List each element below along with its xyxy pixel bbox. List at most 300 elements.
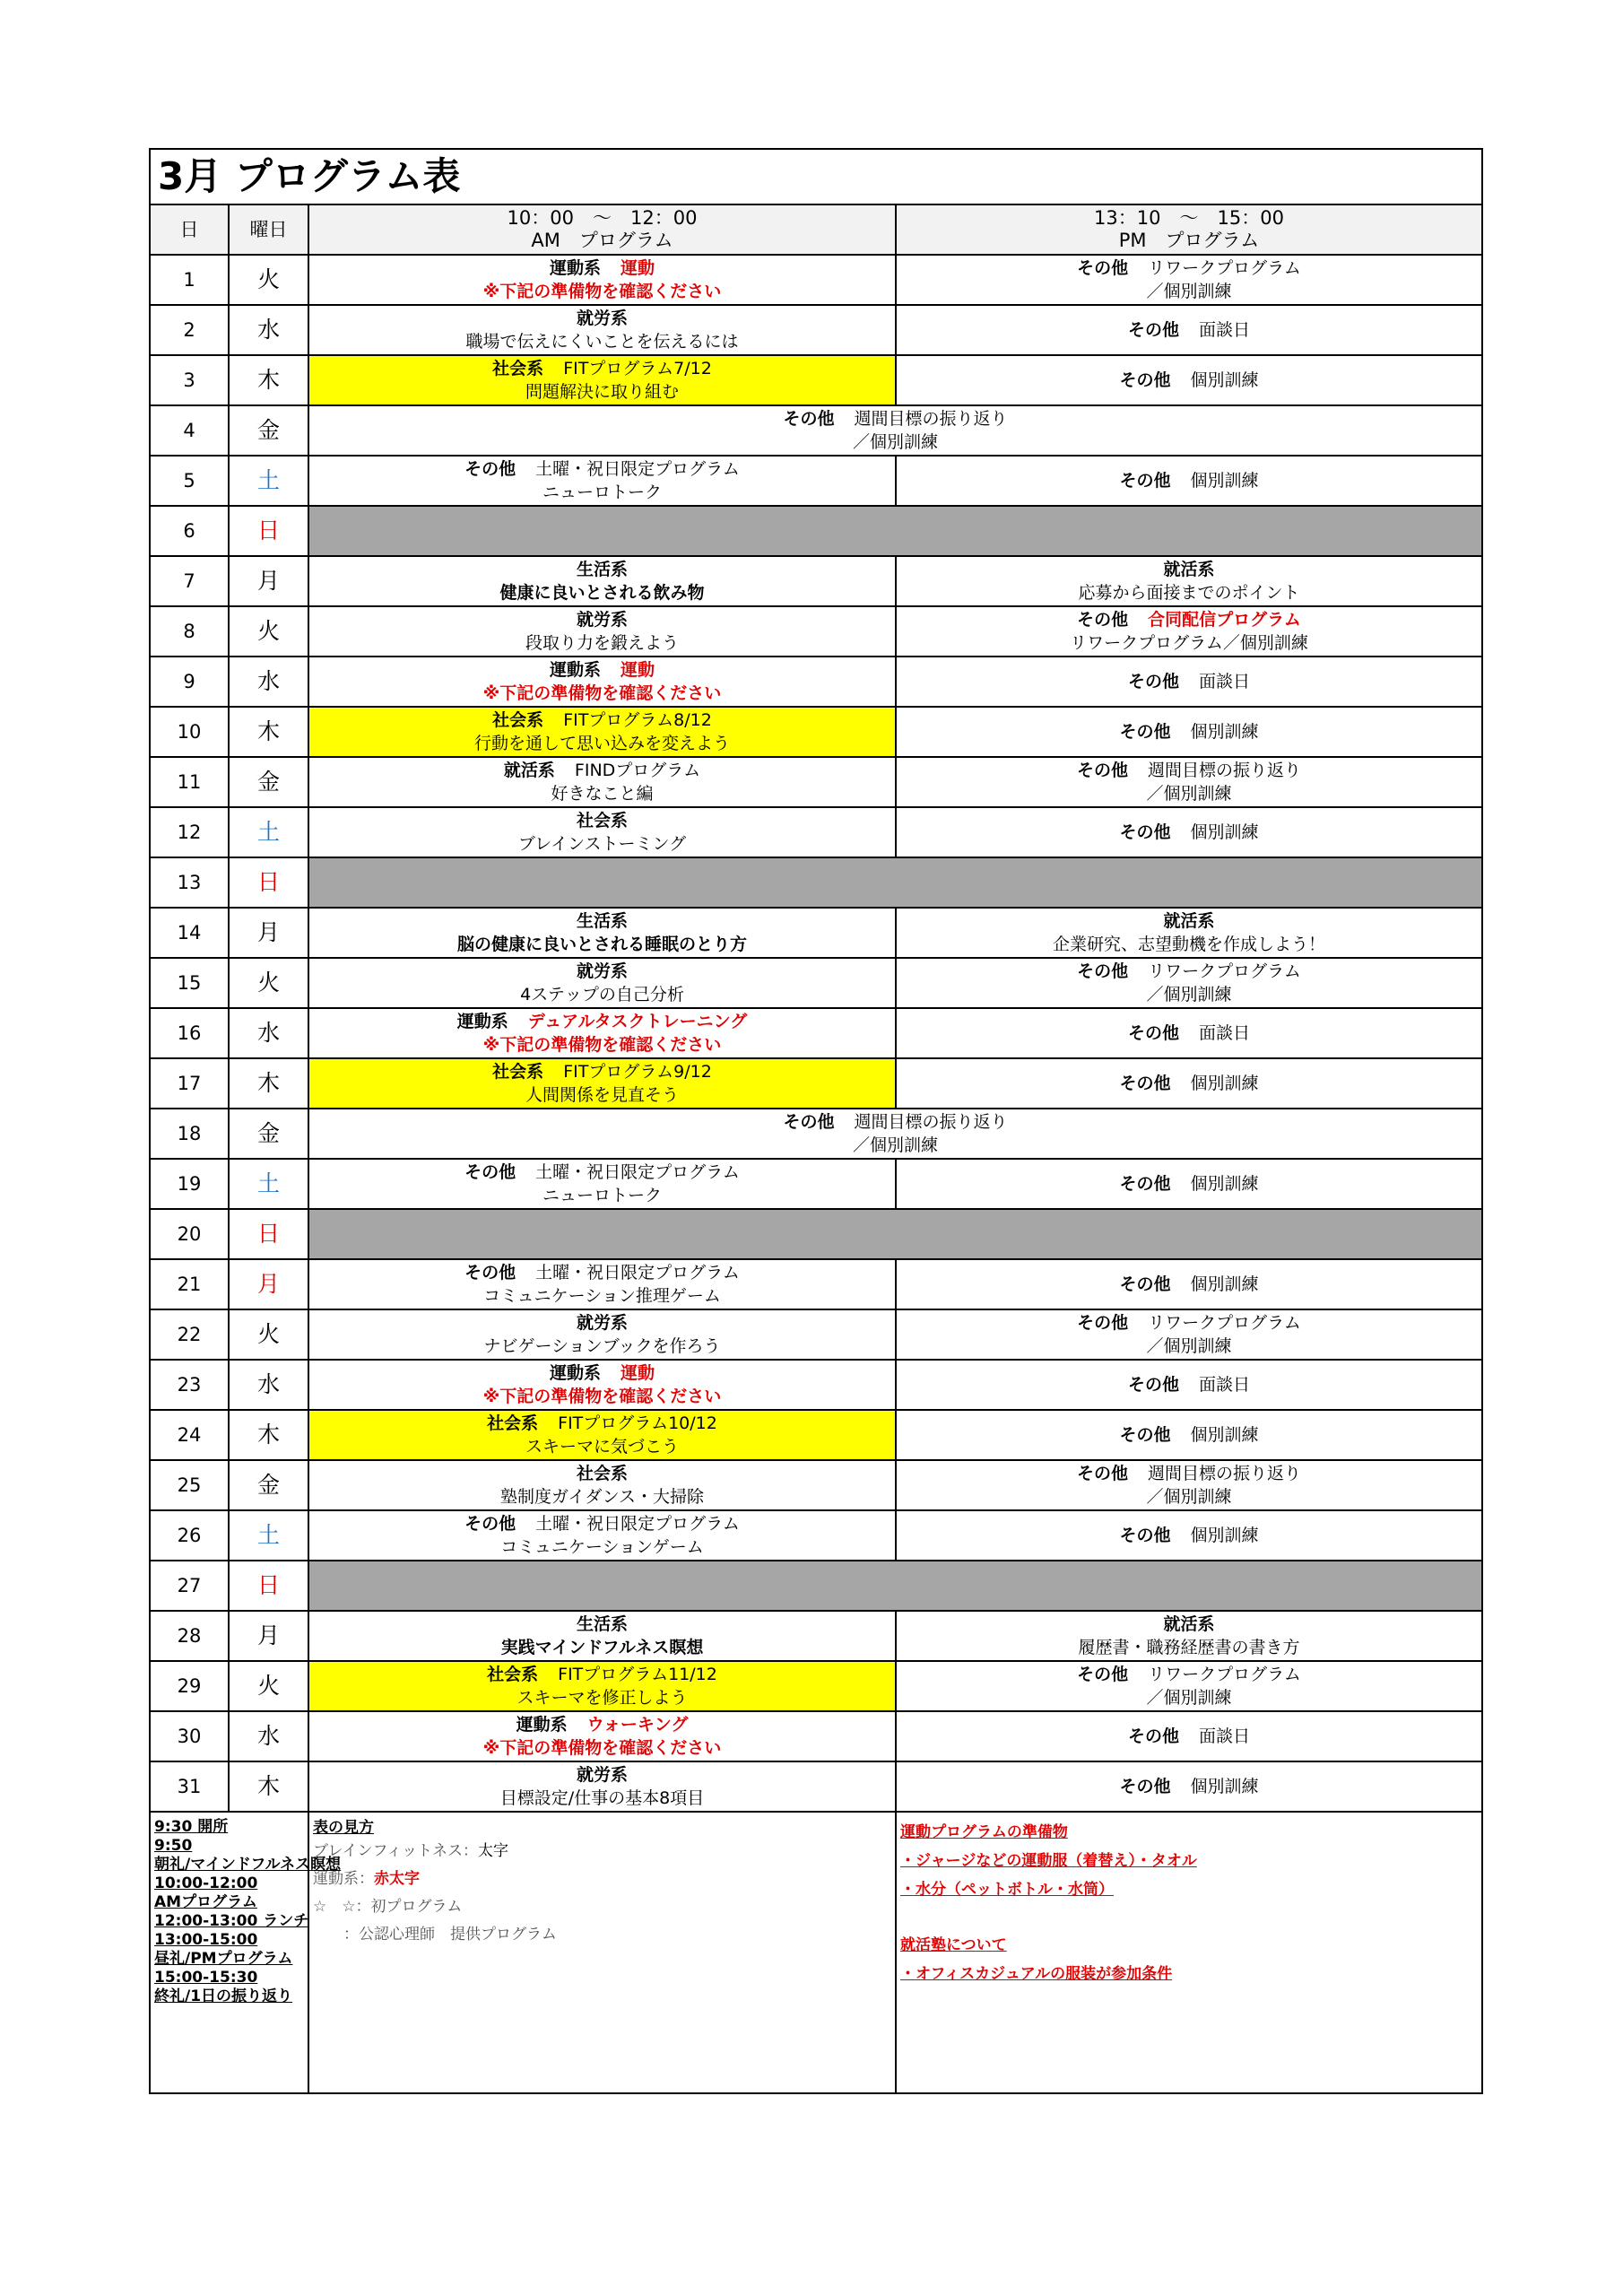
program-text: コミュニケーションゲーム: [500, 1537, 704, 1557]
day-number: 24: [150, 1410, 229, 1460]
program-line: [897, 933, 1481, 956]
program-line: [897, 1072, 1481, 1095]
table-row: [150, 1711, 1482, 1761]
program-line: [897, 1725, 1481, 1748]
weekday: 水: [229, 1008, 308, 1058]
day-number: 31: [150, 1761, 229, 1812]
all-day-program: [308, 405, 1482, 456]
program-line: [897, 1636, 1481, 1659]
program-line: [309, 581, 895, 604]
program-line: [309, 1462, 895, 1485]
program-line: [309, 1736, 895, 1760]
program-line: [897, 1663, 1481, 1686]
program-line: [309, 732, 895, 755]
closed-day-cell: [308, 857, 1482, 908]
notes-item-water: ・水分（ペットボトル・水筒）: [900, 1881, 1114, 1899]
program-line: [897, 1686, 1481, 1709]
program-line: [897, 1423, 1481, 1447]
table-row: [150, 456, 1482, 506]
program-highlight: ウォーキング: [586, 1715, 689, 1735]
schedule-line: 終礼/1日の振り返り: [154, 1987, 293, 2005]
day-number: 18: [150, 1109, 229, 1159]
pm-program: [896, 1510, 1482, 1561]
program-category: 就活系: [1163, 560, 1215, 579]
program-category: その他: [1119, 370, 1171, 390]
program-line: [309, 933, 895, 956]
program-category: その他: [1077, 1665, 1129, 1684]
program-text: 土曜・祝日限定プログラム: [535, 459, 740, 479]
pm-program: [896, 1761, 1482, 1812]
program-line: [897, 909, 1481, 933]
am-program: [308, 1360, 896, 1410]
am-program: [308, 355, 896, 405]
pm-program: [896, 1360, 1482, 1410]
program-line: [897, 608, 1481, 631]
program-highlight: ※下記の準備物を確認ください: [482, 282, 722, 301]
daily-schedule: [150, 1812, 342, 2093]
table-row: [150, 506, 1482, 556]
program-line: [309, 1412, 895, 1435]
program-text: 応募から面接までのポイント: [1078, 583, 1300, 603]
header-pm: [896, 204, 1482, 255]
schedule-line: 13:00-15:00: [154, 1931, 258, 1949]
program-text: 目標設定/仕事の基本8項目: [499, 1788, 705, 1808]
program-category: 就労系: [576, 1765, 628, 1785]
program-category: 運動系: [456, 1012, 508, 1031]
program-line: [897, 821, 1481, 844]
program-line: [897, 1524, 1481, 1547]
day-number: 8: [150, 606, 229, 657]
program-category: 運動系: [549, 660, 601, 680]
program-line: [309, 983, 895, 1006]
am-program: [308, 456, 896, 506]
program-category: その他: [1119, 1274, 1171, 1294]
day-number: 20: [150, 1209, 229, 1259]
day-number: 13: [150, 857, 229, 908]
program-text: 個別訓練: [1190, 722, 1259, 742]
table-row: [150, 1008, 1482, 1058]
program-line: [309, 1335, 895, 1358]
am-program: [308, 1058, 896, 1109]
program-line: [309, 1110, 1481, 1134]
program-highlight: ※下記の準備物を確認ください: [482, 1387, 722, 1406]
program-line: [309, 1535, 895, 1559]
program-line: [897, 1172, 1481, 1196]
program-text: ニューロトーク: [542, 483, 662, 502]
schedule-line: 10:00-12:00: [154, 1874, 258, 1892]
program-text: 人間関係を見直そう: [525, 1085, 679, 1105]
table-row: [150, 1309, 1482, 1360]
program-line: [309, 658, 895, 682]
program-text: ナビゲーションブックを作ろう: [483, 1336, 721, 1356]
program-text: 個別訓練: [1190, 1777, 1259, 1796]
program-category: その他: [464, 1263, 516, 1283]
program-line: [309, 1613, 895, 1636]
weekday: 木: [229, 1410, 308, 1460]
program-text: FITプログラム10/12: [558, 1413, 717, 1433]
am-program: [308, 1510, 896, 1561]
weekday: 土: [229, 456, 308, 506]
program-category: その他: [1119, 1777, 1171, 1796]
program-line: [897, 1373, 1481, 1396]
pm-program: [896, 606, 1482, 657]
weekday: 金: [229, 757, 308, 807]
program-line: [309, 631, 895, 655]
program-text: 面談日: [1199, 1375, 1251, 1395]
program-line: [309, 909, 895, 933]
table-row: [150, 1410, 1482, 1460]
program-text: ニューロトーク: [542, 1186, 662, 1205]
day-number: 17: [150, 1058, 229, 1109]
program-line: [309, 457, 895, 481]
legend-red: [313, 1866, 891, 1893]
weekday: 土: [229, 1510, 308, 1561]
am-program: [308, 1661, 896, 1711]
am-program: [308, 1309, 896, 1360]
program-line: [309, 1161, 895, 1184]
pm-program: [896, 908, 1482, 958]
program-category: その他: [464, 459, 516, 479]
program-highlight: ※下記の準備物を確認ください: [482, 1738, 722, 1758]
schedule-line: 9:30 開所: [154, 1818, 229, 1836]
day-number: 5: [150, 456, 229, 506]
weekday: 火: [229, 1661, 308, 1711]
program-line: [309, 280, 895, 303]
program-category: その他: [1119, 1174, 1171, 1194]
schedule-rows: [150, 255, 1482, 1812]
table-row: [150, 908, 1482, 958]
table-row: [150, 556, 1482, 606]
program-category: その他: [1076, 1464, 1128, 1483]
weekday: 水: [229, 305, 308, 355]
pm-program: [896, 456, 1482, 506]
program-line: [897, 720, 1481, 744]
weekday: 土: [229, 807, 308, 857]
program-text: 個別訓練: [1190, 1425, 1259, 1445]
page-title: 3月 プログラム表: [150, 149, 1482, 204]
table-row: [150, 657, 1482, 707]
notes-spacer: [900, 1904, 1478, 1931]
day-number: 30: [150, 1711, 229, 1761]
program-category: 就労系: [576, 961, 628, 981]
program-category: 就活系: [503, 761, 555, 780]
pm-program: [896, 657, 1482, 707]
legend-red-label: 運動系：: [313, 1870, 374, 1888]
table-row: [150, 255, 1482, 305]
legend-title: 表の見方: [313, 1819, 374, 1837]
program-category: その他: [1127, 320, 1179, 340]
day-number: 22: [150, 1309, 229, 1360]
program-highlight: 運動: [621, 1363, 655, 1383]
program-text: ／個別訓練: [1146, 985, 1232, 1004]
weekday: 月: [229, 1611, 308, 1661]
weekday: 木: [229, 1058, 308, 1109]
program-line: [309, 380, 895, 404]
program-line: [897, 581, 1481, 604]
legend-bold: [313, 1838, 891, 1866]
program-text: 塾制度ガイダンス・大掃除: [499, 1487, 705, 1507]
program-category: その他: [1119, 1074, 1171, 1093]
am-program: [308, 1410, 896, 1460]
weekday: 金: [229, 405, 308, 456]
program-line: [897, 759, 1481, 782]
header-weekday: 曜日: [229, 204, 308, 255]
program-line: [309, 1311, 895, 1335]
program-text: 個別訓練: [1190, 1074, 1259, 1093]
table-row: [150, 1209, 1482, 1259]
program-text: ／個別訓練: [852, 432, 938, 452]
program-text: 土曜・祝日限定プログラム: [535, 1263, 740, 1283]
program-line: [309, 1134, 1481, 1157]
program-line: [309, 809, 895, 832]
program-category: 生活系: [576, 1614, 628, 1634]
am-program: [308, 657, 896, 707]
program-category: 生活系: [576, 560, 628, 579]
program-line: [309, 307, 895, 330]
day-number: 3: [150, 355, 229, 405]
program-line: [897, 960, 1481, 983]
program-line: [897, 1613, 1481, 1636]
weekday: 日: [229, 1209, 308, 1259]
weekday: 月: [229, 908, 308, 958]
header-pm-label: PM プログラム: [1118, 230, 1260, 251]
program-category: その他: [783, 1112, 835, 1132]
program-line: [309, 1713, 895, 1736]
program-line: [309, 1033, 895, 1057]
table-row: [150, 1611, 1482, 1661]
program-category: 社会系: [576, 811, 628, 831]
program-category: その他: [1127, 1375, 1179, 1395]
program-line: [309, 1787, 895, 1810]
day-number: 12: [150, 807, 229, 857]
day-number: 14: [150, 908, 229, 958]
program-text: ／個別訓練: [1146, 1688, 1232, 1708]
weekday: 水: [229, 1711, 308, 1761]
weekday: 月: [229, 1259, 308, 1309]
am-program: [308, 807, 896, 857]
program-category: その他: [783, 409, 835, 429]
program-highlight: デュアルタスクトレーニング: [527, 1012, 748, 1031]
program-highlight: 合同配信プログラム: [1148, 610, 1301, 630]
day-number: 21: [150, 1259, 229, 1309]
program-line: [897, 369, 1481, 392]
program-text: FITプログラム11/12: [558, 1665, 717, 1684]
weekday: 月: [229, 556, 308, 606]
legend-red-value: 赤太字: [374, 1870, 420, 1888]
program-text: スキーマを修正しよう: [516, 1688, 688, 1708]
weekday: 水: [229, 1360, 308, 1410]
program-line: [309, 1261, 895, 1284]
program-text: 企業研究、志望動機を作成しよう！: [1052, 935, 1325, 954]
weekday: 土: [229, 1159, 308, 1209]
pm-program: [896, 1460, 1482, 1510]
header-am-time: 10：00 ～ 12：00: [507, 207, 698, 229]
program-line: [309, 682, 895, 705]
program-text: 個別訓練: [1190, 370, 1259, 390]
program-line: [309, 832, 895, 856]
table-row: [150, 807, 1482, 857]
program-text: ／個別訓練: [1146, 1336, 1232, 1356]
notes-job-title: 就活塾について: [900, 1936, 1007, 1954]
program-line: [309, 608, 895, 631]
program-line: [309, 1512, 895, 1535]
program-text: ブレインストーミング: [517, 834, 687, 854]
table-row: [150, 1360, 1482, 1410]
day-number: 4: [150, 405, 229, 456]
pm-program: [896, 707, 1482, 757]
pm-program: [896, 1711, 1482, 1761]
program-line: [309, 960, 895, 983]
weekday: 日: [229, 857, 308, 908]
weekday: 水: [229, 657, 308, 707]
am-program: [308, 556, 896, 606]
table-row: [150, 1561, 1482, 1611]
program-line: [309, 357, 895, 380]
legend-bold-label: ブレインフィットネス：: [313, 1842, 478, 1860]
table-row: [150, 1109, 1482, 1159]
day-number: 6: [150, 506, 229, 556]
program-line: [897, 1485, 1481, 1509]
am-program: [308, 707, 896, 757]
schedule-line: 9:50: [154, 1837, 193, 1855]
program-category: 脳の健康に良いとされる睡眠のとり方: [456, 935, 747, 954]
legend-new-program: ☆ ☆：初プログラム: [313, 1898, 463, 1916]
program-category: その他: [464, 1162, 516, 1182]
program-text: ／個別訓練: [852, 1135, 938, 1155]
program-line: [897, 257, 1481, 280]
pm-program: [896, 305, 1482, 355]
program-text: 週間目標の振り返り: [854, 409, 1008, 429]
day-number: 16: [150, 1008, 229, 1058]
weekday: 日: [229, 1561, 308, 1611]
weekday: 木: [229, 707, 308, 757]
header-day: 日: [150, 204, 229, 255]
program-text: FITプログラム9/12: [563, 1062, 712, 1082]
program-highlight: 運動: [621, 258, 655, 278]
am-program: [308, 1761, 896, 1812]
table-row: [150, 958, 1482, 1008]
table-row: [150, 1159, 1482, 1209]
program-line: [897, 1462, 1481, 1485]
program-category: 就労系: [576, 610, 628, 630]
pm-program: [896, 355, 1482, 405]
program-line: [897, 558, 1481, 581]
program-text: 段取り力を鍛えよう: [525, 633, 679, 653]
program-text: 面談日: [1199, 320, 1251, 340]
program-category: その他: [1076, 761, 1128, 780]
day-number: 2: [150, 305, 229, 355]
program-category: その他: [1127, 1726, 1179, 1746]
program-category: その他: [1077, 610, 1129, 630]
am-program: [308, 1259, 896, 1309]
program-text: ／個別訓練: [1146, 282, 1232, 301]
program-text: リワークプログラム: [1148, 1313, 1301, 1333]
table-row: [150, 1259, 1482, 1309]
legend-bold-value: 太字: [477, 1842, 508, 1860]
pm-program: [896, 1661, 1482, 1711]
pm-program: [896, 807, 1482, 857]
program-category: 運動系: [549, 258, 601, 278]
table-row: [150, 1510, 1482, 1561]
program-highlight: ※下記の準備物を確認ください: [482, 1035, 722, 1055]
program-text: 個別訓練: [1190, 1174, 1259, 1194]
am-program: [308, 1611, 896, 1661]
day-number: 9: [150, 657, 229, 707]
program-line: [309, 407, 1481, 430]
program-line: [897, 1022, 1481, 1045]
program-line: [309, 1485, 895, 1509]
day-number: 27: [150, 1561, 229, 1611]
header-pm-time: 13：10 ～ 15：00: [1094, 207, 1284, 229]
program-category: 就労系: [576, 1313, 628, 1333]
program-category: その他: [1077, 258, 1129, 278]
program-text: 個別訓練: [1190, 471, 1259, 491]
program-line: [309, 709, 895, 732]
program-text: コミュニケーション推理ゲーム: [483, 1286, 721, 1306]
day-number: 11: [150, 757, 229, 807]
program-line: [309, 558, 895, 581]
program-line: [897, 1311, 1481, 1335]
program-category: 生活系: [576, 911, 628, 931]
program-category: 社会系: [492, 1062, 544, 1082]
weekday: 火: [229, 255, 308, 305]
program-category: 実践マインドフルネス瞑想: [500, 1638, 704, 1657]
program-category: 社会系: [492, 710, 544, 730]
all-day-program: [308, 1109, 1482, 1159]
program-category: 就活系: [1163, 911, 1215, 931]
program-text: リワークプログラム: [1148, 961, 1301, 981]
table-row: [150, 355, 1482, 405]
weekday: 日: [229, 506, 308, 556]
day-number: 19: [150, 1159, 229, 1209]
am-program: [308, 908, 896, 958]
program-text: リワークプログラム: [1148, 1665, 1301, 1684]
program-line: [897, 469, 1481, 492]
program-line: [309, 1435, 895, 1458]
program-text: 4ステップの自己分析: [520, 985, 684, 1004]
program-line: [309, 782, 895, 805]
weekday: 火: [229, 606, 308, 657]
program-line: [309, 1284, 895, 1308]
program-category: その他: [1127, 1023, 1179, 1043]
notes-box: [896, 1812, 1482, 2093]
program-text: 面談日: [1199, 1726, 1251, 1746]
program-text: ／個別訓練: [1146, 1487, 1232, 1507]
program-line: [897, 280, 1481, 303]
program-category: 社会系: [487, 1413, 539, 1433]
program-category: その他: [1077, 961, 1129, 981]
day-number: 15: [150, 958, 229, 1008]
table-row: [150, 1460, 1482, 1510]
program-text: 個別訓練: [1190, 1274, 1259, 1294]
day-number: 7: [150, 556, 229, 606]
program-line: [309, 1663, 895, 1686]
program-line: [309, 1361, 895, 1385]
am-program: [308, 255, 896, 305]
program-text: 週間目標の振り返り: [1148, 761, 1302, 780]
program-line: [309, 257, 895, 280]
am-program: [308, 1460, 896, 1510]
program-line: [309, 1686, 895, 1709]
program-category: 社会系: [492, 359, 544, 378]
program-text: FITプログラム7/12: [563, 359, 712, 378]
pm-program: [896, 958, 1482, 1008]
pm-program: [896, 1259, 1482, 1309]
weekday: 金: [229, 1460, 308, 1510]
program-line: [309, 1184, 895, 1207]
program-category: 就活系: [1163, 1614, 1215, 1634]
program-line: [897, 983, 1481, 1006]
